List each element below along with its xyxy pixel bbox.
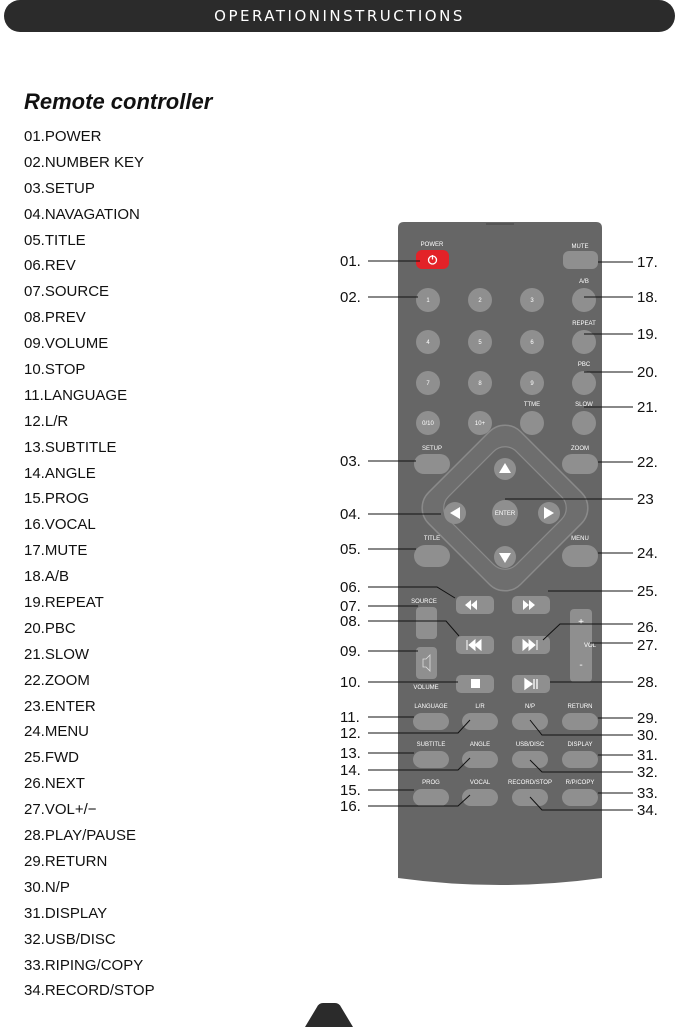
callout-label: 22. bbox=[637, 454, 658, 471]
callout-label: 33. bbox=[637, 785, 658, 802]
zoom-button[interactable] bbox=[562, 454, 598, 474]
usb-disc-button[interactable] bbox=[512, 751, 548, 768]
legend-item: 19.REPEAT bbox=[24, 594, 104, 612]
callout-label: 05. bbox=[340, 541, 361, 558]
prog-label: PROG bbox=[422, 780, 440, 786]
number-key-label: 6 bbox=[530, 340, 534, 346]
callout-label: 30. bbox=[637, 727, 658, 744]
callout-label: 28. bbox=[637, 674, 658, 691]
callout-label: 02. bbox=[340, 289, 361, 306]
subtitle-button[interactable] bbox=[413, 751, 449, 768]
callout-label: 18. bbox=[637, 289, 658, 306]
legend-item: 15.PROG bbox=[24, 490, 90, 508]
language-button[interactable] bbox=[413, 713, 449, 730]
angle-button[interactable] bbox=[462, 751, 498, 768]
menu-button[interactable] bbox=[562, 545, 598, 567]
callout-label: 24. bbox=[637, 545, 658, 562]
rip-copy-label: R/P/COPY bbox=[565, 780, 595, 786]
title-label: TITLE bbox=[423, 536, 441, 542]
callout-label: 01. bbox=[340, 253, 361, 270]
callout-label: 03. bbox=[340, 453, 361, 470]
header-title: OPERATIONINSTRUCTIONS bbox=[214, 7, 465, 25]
legend-item: 04.NAVAGATION bbox=[24, 205, 140, 223]
legend-item: 27.VOL+/− bbox=[24, 801, 97, 819]
volume-button[interactable] bbox=[416, 647, 437, 679]
slow-label: SLOW bbox=[575, 402, 593, 408]
return-label: RETURN bbox=[567, 704, 593, 710]
title-button[interactable] bbox=[414, 545, 450, 567]
legend-item: 13.SUBTITLE bbox=[24, 438, 117, 456]
number-key-label: 2 bbox=[478, 298, 482, 304]
legend-item: 07.SOURCE bbox=[24, 283, 110, 301]
callout-label: 10. bbox=[340, 674, 361, 691]
prog-button[interactable] bbox=[413, 789, 449, 806]
language-label: LANGUAGE bbox=[414, 704, 448, 710]
ttme-label: TTME bbox=[523, 402, 541, 408]
callout-label: 15. bbox=[340, 782, 361, 799]
callout-label: 07. bbox=[340, 598, 361, 615]
callout-label: 31. bbox=[637, 747, 658, 764]
legend-item: 14.ANGLE bbox=[24, 464, 96, 482]
section-title: Remote controller bbox=[24, 89, 213, 114]
source-label: SOURCE bbox=[411, 599, 437, 605]
angle-label: ANGLE bbox=[469, 742, 491, 748]
display-button[interactable] bbox=[562, 751, 598, 768]
page-tab bbox=[305, 1003, 353, 1027]
legend-item: 18.A/B bbox=[24, 568, 70, 586]
volume-label: VOLUME bbox=[413, 685, 439, 691]
legend-item: 03.SETUP bbox=[24, 179, 95, 197]
callout-label: 20. bbox=[637, 364, 658, 381]
pbc-label: PBC bbox=[577, 362, 591, 368]
legend-item: 22.ZOOM bbox=[24, 671, 90, 689]
return-button[interactable] bbox=[562, 713, 598, 730]
power-label: POWER bbox=[420, 242, 444, 248]
slow-button[interactable] bbox=[572, 411, 596, 435]
legend-item: 05.TITLE bbox=[24, 231, 86, 249]
lr-button[interactable] bbox=[462, 713, 498, 730]
callout-label: 19. bbox=[637, 326, 658, 343]
callout-label: 21. bbox=[637, 399, 658, 416]
source-button[interactable] bbox=[416, 607, 437, 639]
legend-item: 28.PLAY/PAUSE bbox=[24, 827, 137, 845]
display-label: DISPLAY bbox=[567, 742, 593, 748]
callout-label: 08. bbox=[340, 613, 361, 630]
number-key-label: 7 bbox=[426, 381, 430, 387]
legend-item: 09.VOLUME bbox=[24, 335, 109, 353]
subtitle-label: SUBTITLE bbox=[416, 742, 446, 748]
callout-label: 11. bbox=[340, 709, 360, 726]
legend-item: 23.ENTER bbox=[24, 697, 96, 715]
number-key-label: 4 bbox=[426, 340, 430, 346]
callout-label: 23 bbox=[637, 491, 654, 508]
legend-item: 20.PBC bbox=[24, 619, 76, 637]
setup-label: SETUP bbox=[421, 446, 443, 452]
number-key-label: 3 bbox=[530, 298, 534, 304]
legend-item: 16.VOCAL bbox=[24, 516, 96, 534]
vol-plus-label: + bbox=[578, 617, 584, 628]
legend-item: 24.MENU bbox=[24, 723, 90, 741]
callout-label: 13. bbox=[340, 745, 361, 762]
callout-label: 27. bbox=[637, 637, 658, 654]
legend-item: 32.USB/DISC bbox=[24, 930, 116, 948]
legend-item: 02.NUMBER KEY bbox=[24, 153, 145, 171]
vocal-label: VOCAL bbox=[469, 780, 491, 786]
ab-button[interactable] bbox=[572, 288, 596, 312]
callout-label: 12. bbox=[340, 725, 361, 742]
record-stop-label: RECORD/STOP bbox=[508, 780, 552, 786]
legend-item: 01.POWER bbox=[24, 128, 102, 145]
legend-item: 29.RETURN bbox=[24, 852, 108, 870]
legend-item: 17.MUTE bbox=[24, 542, 88, 560]
legend-item: 12.L/R bbox=[24, 412, 69, 430]
legend-item: 06.REV bbox=[24, 257, 76, 275]
enter-label: ENTER bbox=[494, 511, 516, 517]
callout-label: 17. bbox=[637, 254, 658, 271]
callout-label: 04. bbox=[340, 506, 361, 523]
ab-label: A/B bbox=[579, 279, 589, 285]
callout-label: 25. bbox=[637, 583, 658, 600]
lr-label: L/R bbox=[475, 704, 485, 710]
callout-label: 16. bbox=[340, 798, 361, 815]
zoom-label: ZOOM bbox=[571, 446, 589, 452]
stop-icon bbox=[471, 679, 480, 688]
legend-item: 30.N/P bbox=[24, 878, 70, 896]
np-button[interactable] bbox=[512, 713, 548, 730]
legend-item: 33.RIPING/COPY bbox=[24, 956, 144, 974]
legend-item: 10.STOP bbox=[24, 361, 86, 379]
number-key-label: 0/10 bbox=[422, 421, 434, 427]
callout-label: 14. bbox=[340, 762, 361, 779]
callout-label: 06. bbox=[340, 579, 361, 596]
number-key-label: 9 bbox=[530, 381, 534, 387]
repeat-label: REPEAT bbox=[572, 321, 596, 327]
callout-label: 09. bbox=[340, 643, 361, 660]
number-key-label: 5 bbox=[478, 340, 482, 346]
vol-label: VOL bbox=[583, 643, 597, 649]
number-key-label: 1 bbox=[426, 298, 430, 304]
callout-label: 29. bbox=[637, 710, 658, 727]
callout-label: 34. bbox=[637, 802, 658, 819]
menu-label: MENU bbox=[571, 536, 589, 542]
legend-item: 25.FWD bbox=[24, 749, 80, 767]
legend-item: 31.DISPLAY bbox=[24, 904, 108, 922]
rip-copy-button[interactable] bbox=[562, 789, 598, 806]
pbc-button[interactable] bbox=[572, 371, 596, 395]
legend-item: 26.NEXT bbox=[24, 775, 85, 793]
legend-item: 34.RECORD/STOP bbox=[24, 982, 155, 1000]
usb-disc-label: USB/DISC bbox=[515, 742, 545, 748]
mute-button[interactable] bbox=[563, 251, 598, 269]
ttme-button[interactable] bbox=[520, 411, 544, 435]
number-key-label: 8 bbox=[478, 381, 482, 387]
callout-label: 32. bbox=[637, 764, 658, 781]
np-label: N/P bbox=[524, 704, 536, 710]
number-key-label: 10+ bbox=[474, 421, 486, 427]
vol-minus-label: - bbox=[579, 660, 583, 671]
legend-item: 08.PREV bbox=[24, 309, 86, 327]
mute-label: MUTE bbox=[571, 244, 589, 250]
callout-label: 26. bbox=[637, 619, 658, 636]
setup-button[interactable] bbox=[414, 454, 450, 474]
legend-item: 21.SLOW bbox=[24, 645, 90, 663]
legend-item: 11.LANGUAGE bbox=[24, 386, 128, 404]
